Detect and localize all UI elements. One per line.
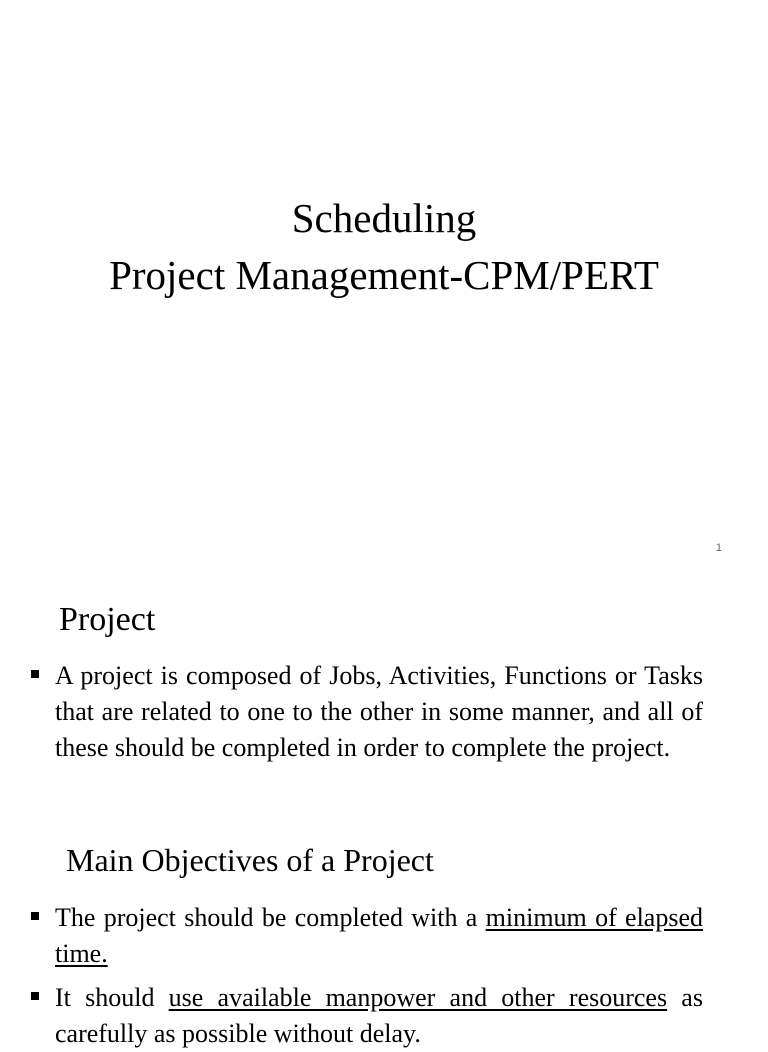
objective-2-suffix: as carefully as possible without delay. (55, 983, 703, 1048)
project-definition-bullet (55, 658, 703, 766)
objectives-heading: Main Objectives of a Project (66, 842, 434, 878)
objective-bullet-2 (55, 980, 703, 1052)
title-line-project-management: Project Management-CPM/PERT (109, 252, 659, 298)
square-bullet-icon (31, 912, 39, 920)
slide-title (0, 190, 768, 304)
project-definition-text: A project is composed of Jobs, Activities, Functions or Tasks that are related to one to the other in some manner, and all of these should be completed in order to complete the project. (55, 661, 703, 762)
project-heading: Project (59, 601, 156, 638)
objective-2-emphasis: use available manpower and other resources (168, 983, 668, 1012)
title-line-scheduling: Scheduling (291, 195, 477, 241)
project-slide (0, 576, 768, 1048)
square-bullet-icon (31, 670, 39, 678)
objective-1-prefix: The project should be completed with a (55, 903, 486, 932)
objective-1-emphasis: minimum of elapsed time. (55, 903, 703, 968)
objective-bullet-1 (55, 900, 703, 972)
page-number: 1 (715, 542, 722, 554)
square-bullet-icon (31, 992, 39, 1000)
objective-2-prefix: It should (55, 983, 169, 1012)
